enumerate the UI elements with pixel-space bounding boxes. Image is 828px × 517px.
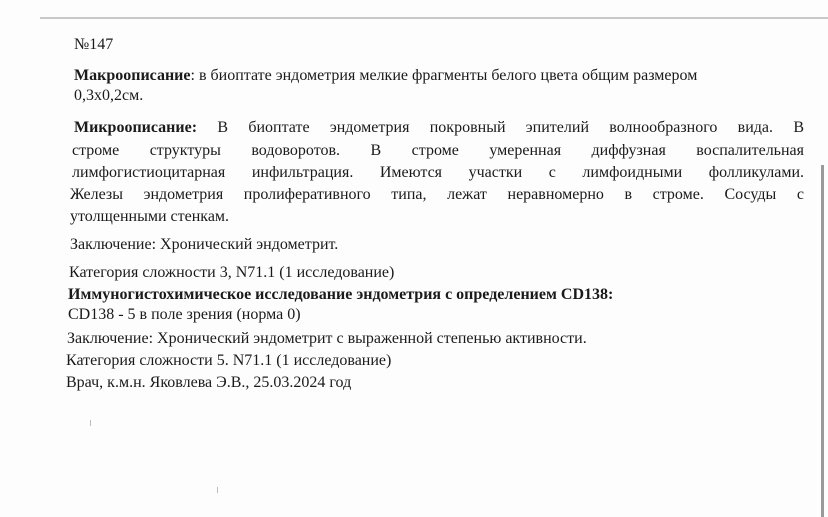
conclusion-2: Заключение: Хронический эндометрит с выраженной степенью активности.	[67, 330, 587, 347]
conclusion-1: Заключение: Хронический эндометрит.	[70, 236, 339, 253]
ihc-title: Иммуногистохимическое исследование эндометрия с определением CD138:	[68, 286, 614, 303]
macro-text-1: в биоптате эндометрия мелкие фрагменты белого цвета общим размером	[194, 67, 698, 84]
micro-line-5: утолщенными стенкам.	[70, 208, 230, 225]
report-number: №147	[74, 36, 114, 53]
micro-line-2: строме структуры водоворотов. В строме умеренная диффузная воспалительная	[72, 142, 804, 159]
micro-line-4: Железы эндометрия пролиферативного типа, лежат неравномерно в строме. Сосуды с	[70, 186, 804, 203]
micro-text-1: В биоптате эндометрия покровный эпителий волнообразного вида. В	[197, 119, 804, 136]
doctor-signature: Врач, к.м.н. Яковлева Э.В., 25.03.2024 год	[66, 374, 352, 391]
cd138-result: CD138 - 5 в поле зрения (норма 0)	[68, 306, 301, 323]
category-1: Категория сложности 3, N71.1 (1 исследование)	[69, 264, 395, 281]
micro-line-3: лимфогистиоцитарная инфильтрация. Имеются участки с лимфоидными фолликулами.	[72, 164, 804, 181]
macro-sep: :	[190, 67, 195, 84]
macro-label: Макроописание	[74, 67, 191, 84]
macro-line-2: 0,3х0,2см.	[74, 87, 144, 104]
micro-line-1	[74, 118, 804, 138]
category-2: Категория сложности 5. N71.1 (1 исследование)	[66, 352, 392, 369]
micro-label: Микроописание:	[74, 119, 198, 136]
macro-line-1	[74, 66, 697, 86]
